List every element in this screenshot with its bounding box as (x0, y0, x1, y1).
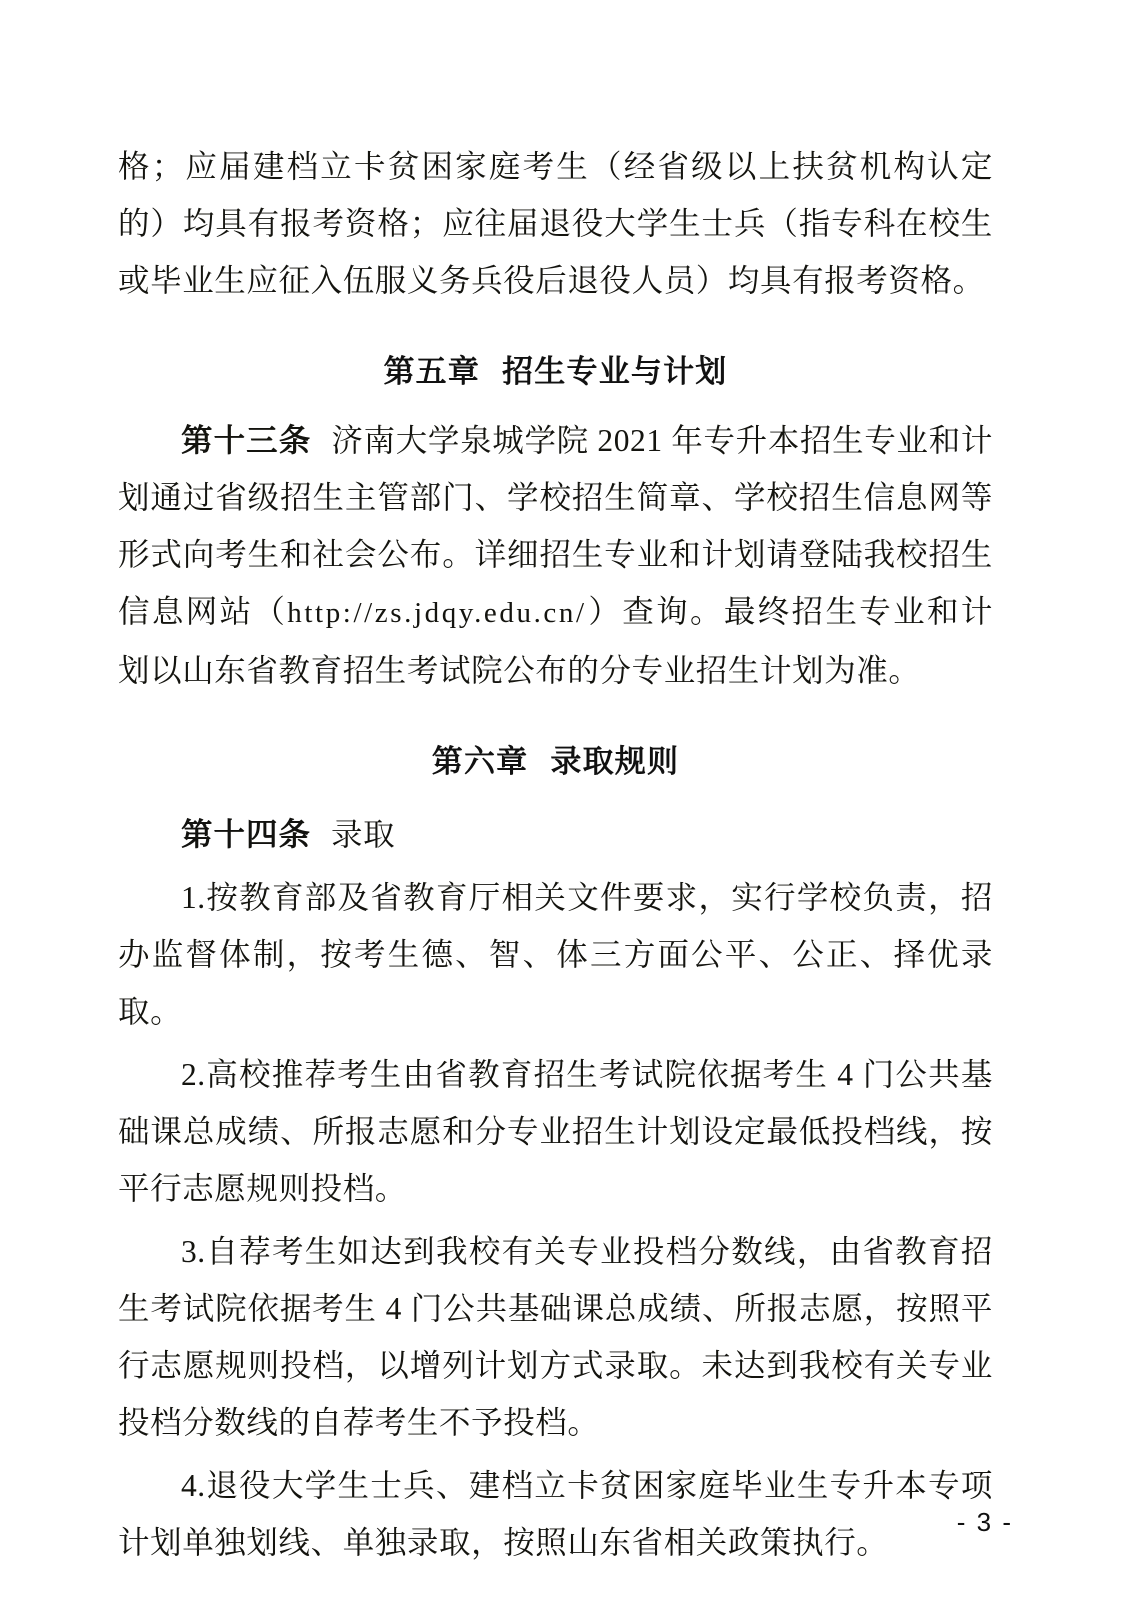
chapter-six-number: 第六章 (431, 744, 529, 779)
article-thirteen-label: 第十三条 (181, 423, 312, 458)
spacer (118, 309, 993, 329)
list-item-marker: 1. (181, 880, 206, 915)
chapter-six-title: 录取规则 (550, 744, 680, 779)
list-item (118, 1457, 993, 1571)
chapter-heading-six (118, 719, 993, 802)
chapter-heading-five (118, 329, 993, 412)
article-fourteen-label: 第十四条 (181, 817, 312, 852)
article-thirteen-text-after-url: ）查询。最终招生专业和计划以山东省教育招生考试院公布的分专业招生计划为准。 (118, 594, 993, 688)
admissions-website-url[interactable]: http://zs.jdqy.edu.cn/ (287, 597, 587, 629)
page-content (118, 138, 993, 1571)
list-item-text: 高校推荐考生由省教育招生考试院依据考生 4 门公共基础课总成绩、所报志愿和分专业招生计划设定最低投档线，按平行志愿规则投档。 (118, 1057, 993, 1206)
continued-paragraph: 格；应届建档立卡贫困家庭考生（经省级以上扶贫机构认定的）均具有报考资格；应往届退役大学生士兵（指专科在校生或毕业生应征入伍服义务兵役后退役人员）均具有报考资格。 (118, 149, 993, 298)
list-item-marker: 3. (181, 1234, 206, 1269)
list-item-text: 退役大学生士兵、建档立卡贫困家庭毕业生专升本专项计划单独划线、单独录取，按照山东省相关政策执行。 (118, 1468, 993, 1560)
page-number: - 3 - (956, 1507, 1013, 1537)
list-item (118, 869, 993, 1040)
list-item (118, 1046, 993, 1217)
list-item-marker: 2. (181, 1057, 206, 1092)
list-item-marker: 4. (181, 1468, 206, 1503)
chapter-five-title: 招生专业与计划 (502, 354, 728, 389)
list-item (118, 1223, 993, 1451)
article-fourteen-heading-text: 录取 (331, 817, 396, 852)
list-item-text: 自荐考生如达到我校有关专业投档分数线，由省教育招生考试院依据考生 4 门公共基础课总成绩、所报志愿，按照平行志愿规则投档，以增列计划方式录取。未达到我校有关专业投档分数线的自荐考生不予投档。 (118, 1234, 993, 1440)
article-thirteen-text-before-url: 济南大学泉城学院 2021 年专升本招生专业和计划通过省级招生主管部门、学校招生简章、学校招生信息网等形式向考生和社会公布。详细招生专业和计划请登陆我校招生信息网站（ (118, 423, 993, 629)
spacer (118, 699, 993, 719)
article-fourteen-heading (118, 802, 993, 863)
article-thirteen-paragraph (118, 412, 993, 699)
chapter-five-number: 第五章 (383, 354, 481, 389)
list-item-text: 按教育部及省教育厅相关文件要求，实行学校负责，招办监督体制，按考生德、智、体三方面公平、公正、择优录取。 (118, 880, 993, 1029)
